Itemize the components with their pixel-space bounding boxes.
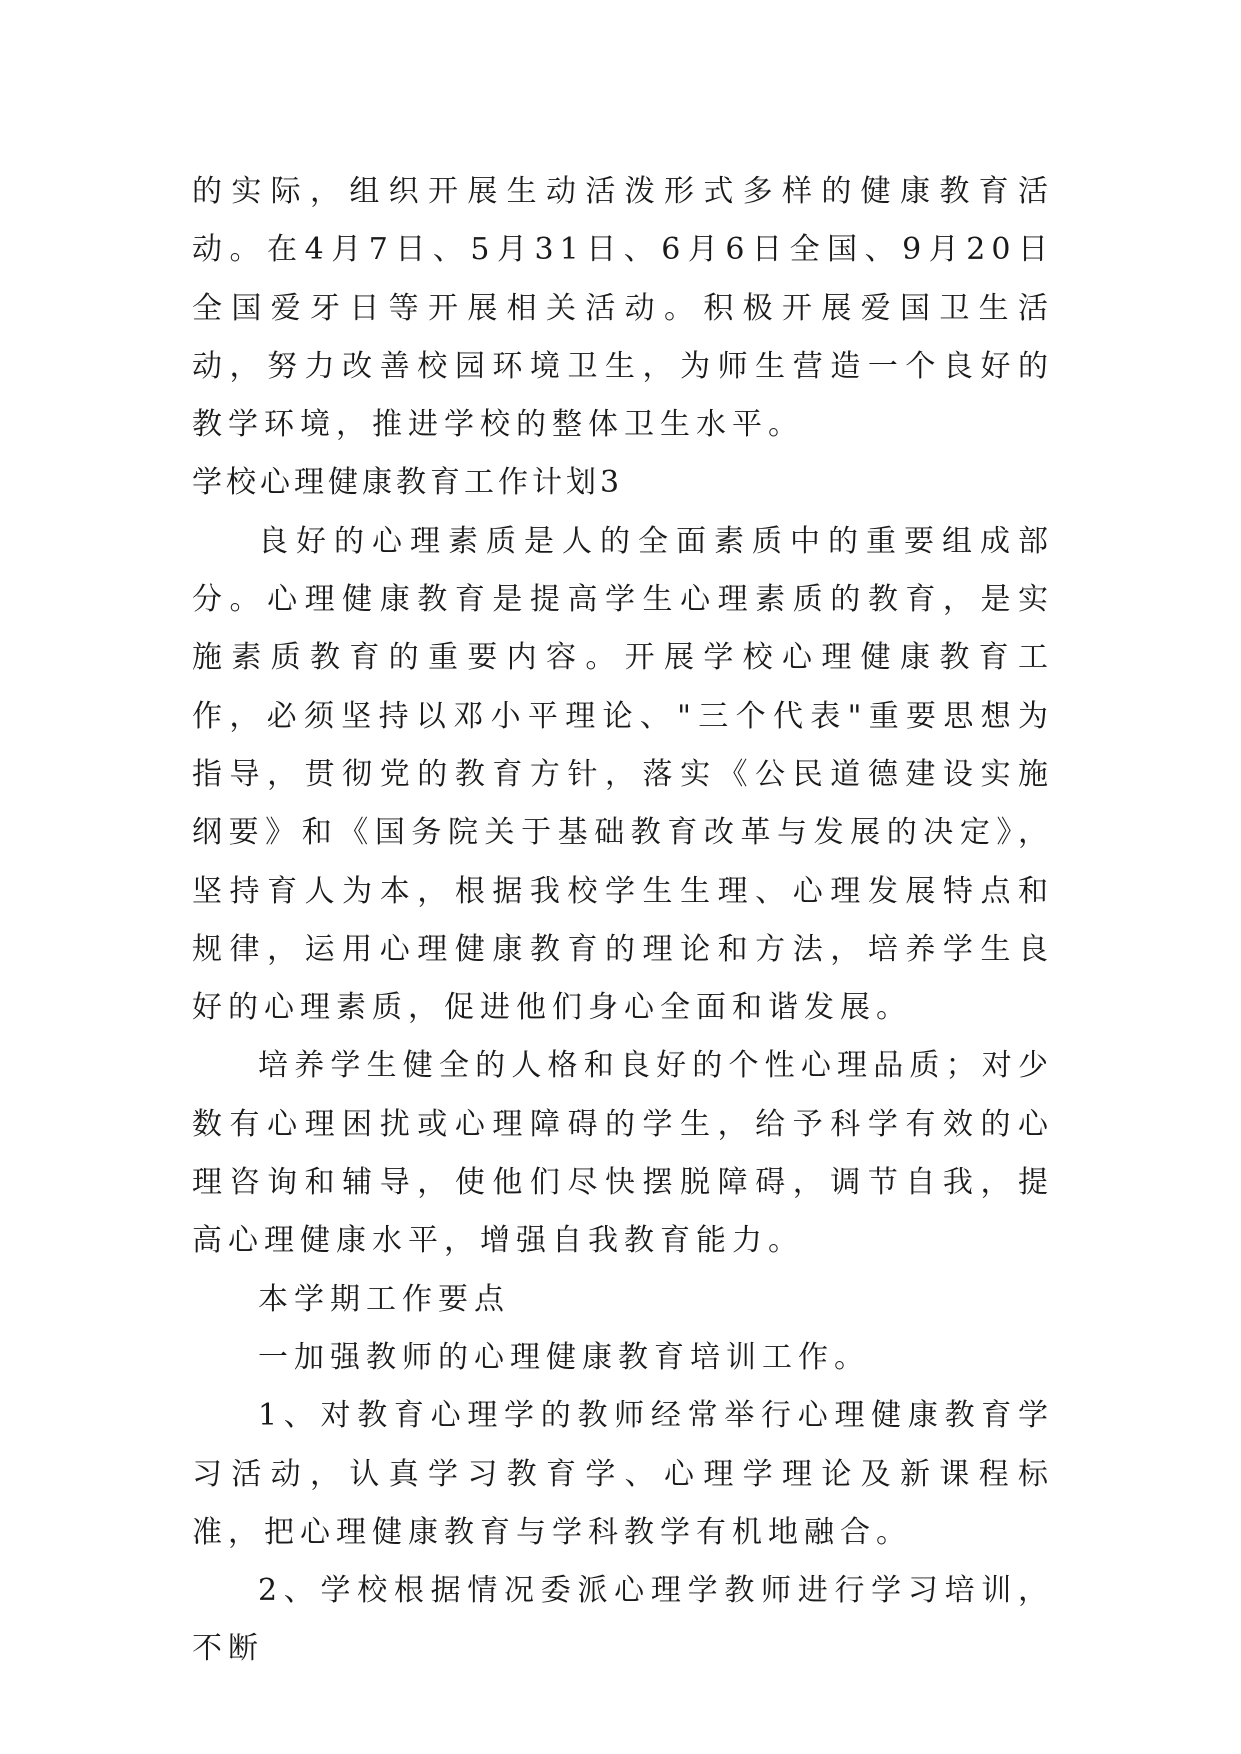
- subheading-teacher-training: 一加强教师的心理健康教育培训工作。: [258, 1339, 870, 1375]
- subheading-key-points: 本学期工作要点: [258, 1281, 510, 1317]
- paragraph-continuation: 的实际，组织开展生动活泼形式多样的健康教育活动。在4月7日、5月31日、6月6日全国、9月20日全国爱牙日等开展相关活动。积极开展爱国卫生活动，努力改善校园环境卫生，为师生营造一个良好的教学环境，推进学校的整体卫生水平。: [192, 174, 1054, 443]
- paragraph-goals: 培养学生健全的人格和良好的个性心理品质；对少数有心理困扰或心理障碍的学生，给予科学有效的心理咨询和辅导，使他们尽快摆脱障碍，调节自我，提高心理健康水平，增强自我教育能力。: [192, 1048, 1054, 1259]
- document-body: [192, 163, 1054, 1679]
- section-heading: 学校心理健康教育工作计划3: [192, 465, 624, 501]
- list-item-1: 1、对教育心理学的教师经常举行心理健康教育学习活动，认真学习教育学、心理学理论及新课程标准，把心理健康教育与学科教学有机地融合。: [192, 1398, 1054, 1550]
- paragraph-intro: 良好的心理素质是人的全面素质中的重要组成部分。心理健康教育是提高学生心理素质的教育，是实施素质教育的重要内容。开展学校心理健康教育工作，必须坚持以邓小平理论、"三个代表"重要思想为指导，贯彻党的教育方针，落实《公民道德建设实施纲要》和《国务院关于基础教育改革与发展的决定》，坚持育人为本，根据我校学生生理、心理发展特点和规律，运用心理健康教育的理论和方法，培养学生良好的心理素质，促进他们身心全面和谐发展。: [192, 523, 1054, 1026]
- list-item-2: 2、学校根据情况委派心理学教师进行学习培训，不断: [192, 1573, 1054, 1667]
